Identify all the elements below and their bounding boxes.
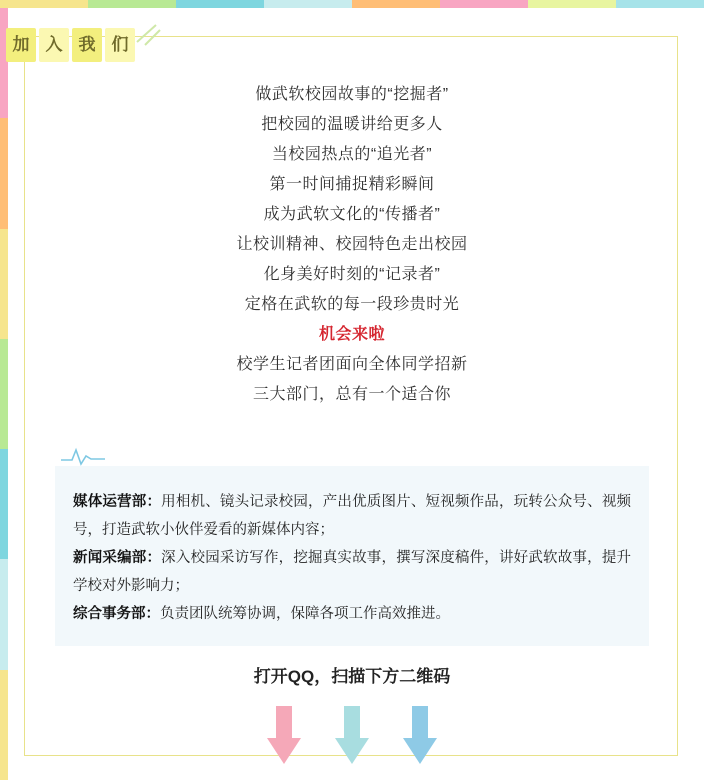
top-bar-segment bbox=[264, 0, 352, 8]
badge-char: 加 bbox=[6, 28, 36, 62]
arrow-group bbox=[0, 706, 704, 764]
arrow-stem bbox=[412, 706, 428, 740]
top-bar-segment bbox=[440, 0, 528, 8]
department-item bbox=[73, 544, 631, 600]
arrow-stem bbox=[276, 706, 292, 740]
badge-char: 入 bbox=[39, 28, 69, 62]
join-us-badge bbox=[6, 28, 135, 62]
poem-line: 三大部门，总有一个适合你 bbox=[252, 386, 451, 403]
poem-block bbox=[0, 80, 704, 410]
poem-line: 定格在武软的每一段珍贵时光 bbox=[244, 296, 460, 313]
poem-line: 化身美好时刻的“记录者” bbox=[263, 266, 441, 283]
poem-line: 做武软校园故事的“挖掘者” bbox=[255, 86, 449, 103]
badge-char: 我 bbox=[72, 28, 102, 62]
department-name: 媒体运营部： bbox=[73, 494, 162, 510]
department-desc: 用相机、镜头记录校园，产出优质图片、短视频作品，玩转公众号、视频号，打造武软小伙伴爱看的新媒体内容； bbox=[73, 494, 632, 538]
down-arrow-icon bbox=[267, 706, 301, 764]
poem-line: 当校园热点的“追光者” bbox=[271, 146, 433, 163]
poem-line: 校学生记者团面向全体同学招新 bbox=[236, 356, 468, 373]
arrow-head bbox=[335, 738, 369, 764]
poem-line-highlight: 机会来啦 bbox=[318, 326, 385, 343]
poem-line: 成为武软文化的“传播者” bbox=[263, 206, 441, 223]
top-bar-segment bbox=[616, 0, 704, 8]
badge-char: 们 bbox=[105, 28, 135, 62]
badge-flick-icon bbox=[136, 24, 162, 46]
down-arrow-icon bbox=[335, 706, 369, 764]
qq-call-to-action: 打开QQ，扫描下方二维码 bbox=[253, 667, 451, 686]
arrow-stem bbox=[344, 706, 360, 740]
poem-line: 让校训精神、校园特色走出校园 bbox=[236, 236, 468, 253]
department-name: 新闻采编部： bbox=[73, 550, 162, 566]
department-item bbox=[73, 600, 631, 628]
top-bar-segment bbox=[176, 0, 264, 8]
top-bar-segment bbox=[352, 0, 440, 8]
poem-line: 把校园的温暖讲给更多人 bbox=[261, 116, 443, 133]
left-strip-segment bbox=[0, 449, 8, 559]
arrow-head bbox=[267, 738, 301, 764]
down-arrow-icon bbox=[403, 706, 437, 764]
departments-panel bbox=[55, 466, 649, 646]
department-item bbox=[73, 488, 631, 544]
department-desc: 深入校园采访写作，挖掘真实故事，撰写深度稿件，讲好武软故事，提升学校对外影响力； bbox=[73, 550, 632, 594]
top-bar-segment bbox=[88, 0, 176, 8]
arrow-head bbox=[403, 738, 437, 764]
top-bar-segment bbox=[0, 0, 88, 8]
top-rainbow-bar bbox=[0, 0, 704, 8]
top-bar-segment bbox=[528, 0, 616, 8]
left-strip-segment bbox=[0, 559, 8, 669]
poem-line: 第一时间捕捉精彩瞬间 bbox=[269, 176, 435, 193]
department-name: 综合事务部： bbox=[73, 606, 160, 622]
department-desc: 负责团队统筹协调，保障各项工作高效推进。 bbox=[160, 606, 450, 622]
wave-pulse-icon bbox=[60, 446, 106, 466]
